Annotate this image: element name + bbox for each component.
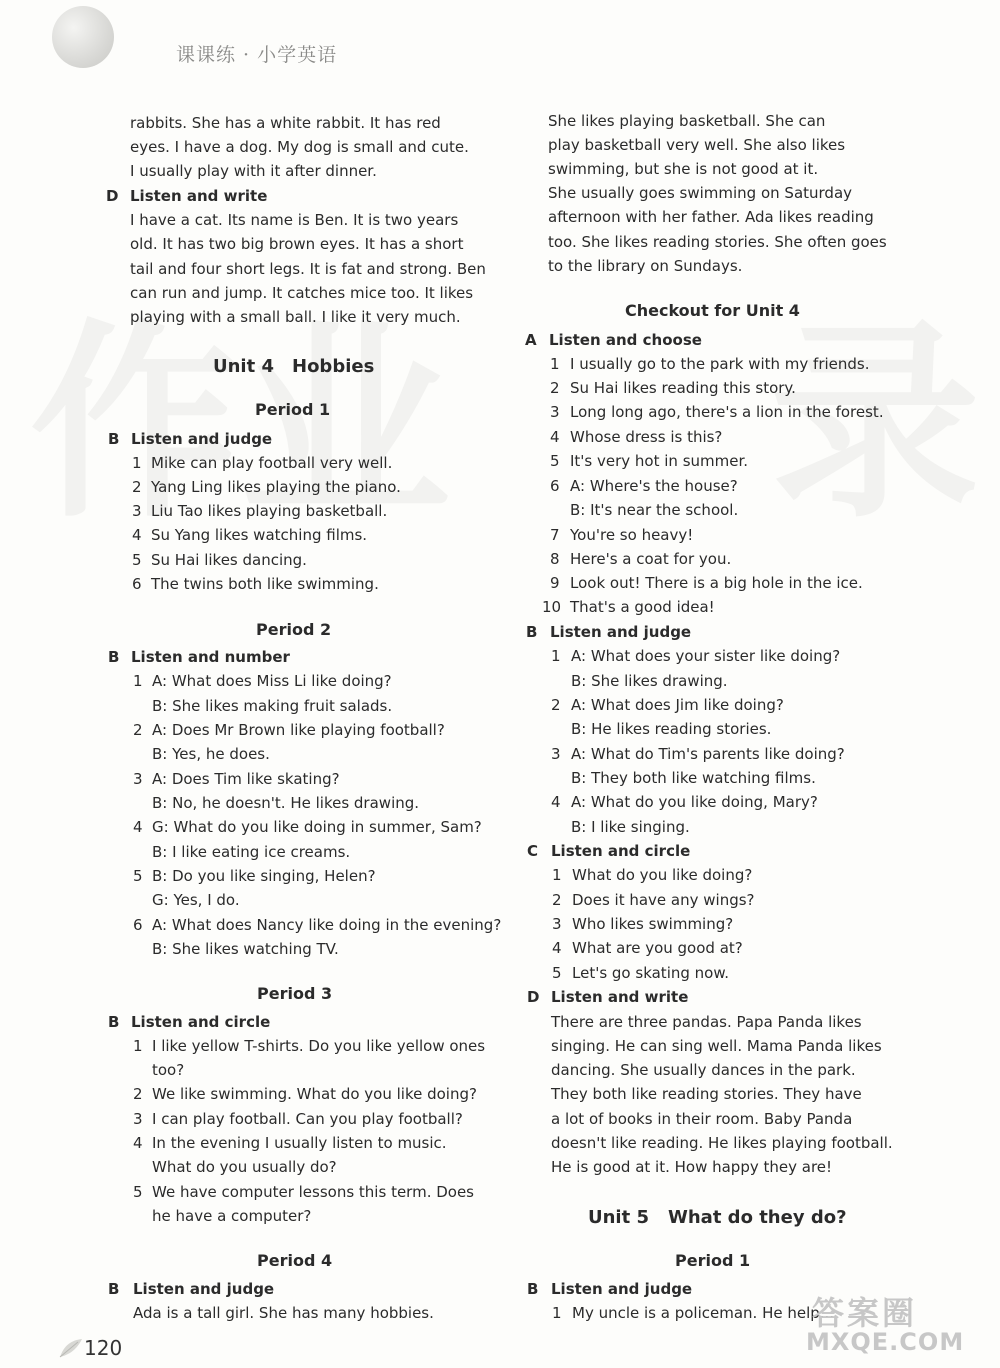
period-heading: Period 1 <box>675 1251 751 1270</box>
item-text: Yang Ling likes playing the piano. <box>151 478 401 496</box>
section-title: Listen and judge <box>133 1280 275 1298</box>
text-line: too. She likes reading stories. She often goes <box>548 233 887 251</box>
item-text: B: She likes making fruit salads. <box>152 697 393 715</box>
item-text: Here's a coat for you. <box>570 550 732 568</box>
section-title: Listen and write <box>130 187 268 205</box>
unit-heading: Unit 4 <box>213 356 274 377</box>
item-text: B: She likes drawing. <box>571 672 728 690</box>
item-number: 5 <box>552 964 562 982</box>
leaf-icon <box>58 1337 84 1359</box>
text-line: She likes playing basketball. She can <box>548 112 826 130</box>
text-line: afternoon with her father. Ada likes reading <box>548 208 874 226</box>
item-text: Liu Tao likes playing basketball. <box>151 502 388 520</box>
item-text: In the evening I usually listen to music. <box>152 1134 447 1152</box>
section-letter: B <box>526 623 538 641</box>
section-title: Listen and judge <box>131 430 273 448</box>
section-title: Listen and circle <box>551 842 691 860</box>
item-text: A: Does Mr Brown like playing football? <box>152 721 445 739</box>
header-title: 课课练 · 小学英语 <box>176 44 338 66</box>
period-heading: Period 3 <box>257 984 333 1003</box>
item-number: 1 <box>133 672 143 690</box>
item-number: 3 <box>550 403 560 421</box>
text-line: eyes. I have a dog. My dog is small and cute. <box>130 138 469 156</box>
item-number: 2 <box>133 721 143 739</box>
item-text: What do you usually do? <box>152 1158 337 1176</box>
item-number: 3 <box>552 915 562 933</box>
section-letter: D <box>106 187 119 205</box>
item-text: You're so heavy! <box>570 526 694 544</box>
item-text: I can play football. Can you play football? <box>152 1110 463 1128</box>
text-line: old. It has two big brown eyes. It has a short <box>130 235 464 253</box>
item-text: B: Do you like singing, Helen? <box>152 867 376 885</box>
checkout-heading: Checkout for Unit 4 <box>625 301 800 320</box>
section-letter: D <box>527 988 540 1006</box>
item-text: Long long ago, there's a lion in the forest. <box>570 403 884 421</box>
item-text: A: What does your sister like doing? <box>571 647 841 665</box>
period-heading: Period 4 <box>257 1251 333 1270</box>
text-line: Ada is a tall girl. She has many hobbies. <box>133 1304 434 1322</box>
item-text: A: Where's the house? <box>570 477 738 495</box>
item-number: 4 <box>133 818 143 836</box>
period-heading: Period 2 <box>256 620 332 639</box>
unit-title: What do they do? <box>668 1207 847 1228</box>
item-number: 5 <box>133 867 143 885</box>
item-number: 3 <box>133 1110 143 1128</box>
stamp-line-2: MXQE.COM <box>806 1328 965 1356</box>
item-text: G: Yes, I do. <box>152 891 240 909</box>
item-number: 6 <box>132 575 142 593</box>
item-text: Su Yang likes watching films. <box>151 526 368 544</box>
item-number: 7 <box>550 526 560 544</box>
item-text: Su Hai likes dancing. <box>151 551 307 569</box>
item-number: 1 <box>552 866 562 884</box>
item-number: 3 <box>133 770 143 788</box>
item-text: The twins both like swimming. <box>151 575 379 593</box>
header-decoration <box>52 6 114 68</box>
item-text: B: They both like watching films. <box>571 769 816 787</box>
item-number: 1 <box>133 1037 143 1055</box>
text-line: tail and four short legs. It is fat and strong. Ben <box>130 260 486 278</box>
text-line: rabbits. She has a white rabbit. It has red <box>130 114 441 132</box>
section-letter: B <box>108 1013 120 1031</box>
section-letter: B <box>108 1280 120 1298</box>
item-text: A: What does Jim like doing? <box>571 696 784 714</box>
item-text: We have computer lessons this term. Does <box>152 1183 474 1201</box>
item-text: Who likes swimming? <box>572 915 734 933</box>
text-line: I have a cat. Its name is Ben. It is two years <box>130 211 459 229</box>
section-letter: C <box>527 842 539 860</box>
item-text: too? <box>152 1061 185 1079</box>
item-number: 5 <box>550 452 560 470</box>
section-title: Listen and choose <box>549 331 702 349</box>
section-letter: A <box>525 331 537 349</box>
item-number: 1 <box>551 647 561 665</box>
section-letter: B <box>108 430 120 448</box>
text-line: He is good at it. How happy they are! <box>551 1158 833 1176</box>
item-text: A: Does Tim like skating? <box>152 770 340 788</box>
site-watermark-stamp <box>800 1288 990 1362</box>
item-text: My uncle is a policeman. He help... <box>572 1304 835 1322</box>
section-letter: B <box>527 1280 539 1298</box>
item-number: 2 <box>551 696 561 714</box>
text-line: a lot of books in their room. Baby Panda <box>551 1110 853 1128</box>
item-text: A: What does Miss Li like doing? <box>152 672 392 690</box>
item-text: B: She likes watching TV. <box>152 940 339 958</box>
item-text: B: He likes reading stories. <box>571 720 772 738</box>
item-number: 4 <box>551 793 561 811</box>
item-number: 4 <box>552 939 562 957</box>
item-text: Whose dress is this? <box>570 428 723 446</box>
section-letter: B <box>108 648 120 666</box>
text-line: play basketball very well. She also likes <box>548 136 846 154</box>
text-line: doesn't like reading. He likes playing football. <box>551 1134 893 1152</box>
text-line: singing. He can sing well. Mama Panda likes <box>551 1037 882 1055</box>
item-text: What are you good at? <box>572 939 743 957</box>
item-text: We like swimming. What do you like doing? <box>152 1085 477 1103</box>
text-line: playing with a small ball. I like it very much. <box>130 308 461 326</box>
unit-title: Hobbies <box>292 356 375 377</box>
item-text: I like yellow T-shirts. Do you like yellow ones <box>152 1037 486 1055</box>
item-number: 3 <box>132 502 142 520</box>
text-line: dancing. She usually dances in the park. <box>551 1061 856 1079</box>
item-number: 2 <box>133 1085 143 1103</box>
item-number: 1 <box>552 1304 562 1322</box>
text-line: She usually goes swimming on Saturday <box>548 184 853 202</box>
item-number: 10 <box>542 598 562 616</box>
item-text: Let's go skating now. <box>572 964 729 982</box>
item-text: G: What do you like doing in summer, Sam? <box>152 818 482 836</box>
item-text: B: I like singing. <box>571 818 690 836</box>
item-number: 4 <box>132 526 142 544</box>
item-text: Does it have any wings? <box>572 891 755 909</box>
item-number: 5 <box>132 551 142 569</box>
period-heading: Period 1 <box>255 400 331 419</box>
stamp-line-1: 答案圈 <box>812 1294 918 1332</box>
item-number: 2 <box>132 478 142 496</box>
unit-heading: Unit 5 <box>588 1207 649 1228</box>
item-number: 8 <box>550 550 560 568</box>
item-text: A: What do you like doing, Mary? <box>571 793 818 811</box>
item-number: 4 <box>133 1134 143 1152</box>
item-number: 6 <box>550 477 560 495</box>
text-line: swimming, but she is not good at it. <box>548 160 819 178</box>
item-text: Su Hai likes reading this story. <box>570 379 796 397</box>
item-number: 5 <box>133 1183 143 1201</box>
section-title: Listen and write <box>551 988 689 1006</box>
text-line: They both like reading stories. They have <box>551 1085 862 1103</box>
item-text: A: What do Tim's parents like doing? <box>571 745 845 763</box>
section-title: Listen and circle <box>131 1013 271 1031</box>
item-text: It's very hot in summer. <box>570 452 749 470</box>
text-line: to the library on Sundays. <box>548 257 743 275</box>
item-text: Mike can play football very well. <box>151 454 393 472</box>
item-number: 4 <box>550 428 560 446</box>
item-text: That's a good idea! <box>570 598 715 616</box>
item-number: 6 <box>133 916 143 934</box>
section-title: Listen and judge <box>551 1280 693 1298</box>
page-number: 120 <box>84 1336 123 1360</box>
item-text: B: Yes, he does. <box>152 745 270 763</box>
item-text: I usually go to the park with my friends. <box>570 355 870 373</box>
item-number: 9 <box>550 574 560 592</box>
item-number: 3 <box>551 745 561 763</box>
text-line: can run and jump. It catches mice too. It likes <box>130 284 474 302</box>
item-text: Look out! There is a big hole in the ice. <box>570 574 863 592</box>
text-line: There are three pandas. Papa Panda likes <box>551 1013 862 1031</box>
item-number: 1 <box>132 454 142 472</box>
item-text: B: I like eating ice creams. <box>152 843 351 861</box>
item-text: he have a computer? <box>152 1207 312 1225</box>
section-title: Listen and judge <box>550 623 692 641</box>
section-title: Listen and number <box>131 648 290 666</box>
item-text: B: No, he doesn't. He likes drawing. <box>152 794 420 812</box>
item-text: A: What does Nancy like doing in the evening? <box>152 916 502 934</box>
item-number: 2 <box>550 379 560 397</box>
item-text: B: It's near the school. <box>570 501 739 519</box>
item-number: 2 <box>552 891 562 909</box>
item-text: What do you like doing? <box>572 866 753 884</box>
text-line: I usually play with it after dinner. <box>130 162 377 180</box>
item-number: 1 <box>550 355 560 373</box>
